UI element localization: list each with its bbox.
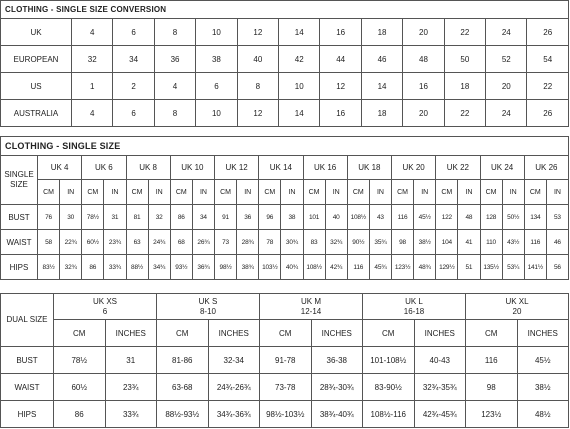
single-size-header: UK 24 bbox=[480, 156, 524, 180]
dual-size-corner: DUAL SIZE bbox=[1, 294, 54, 347]
unit-cm-label: CM bbox=[480, 180, 502, 205]
single-size-cell: 58 bbox=[38, 230, 60, 255]
dual-size-row-label: WAIST bbox=[1, 374, 54, 401]
unit-in-label: IN bbox=[502, 180, 524, 205]
unit-cm-label: CM bbox=[392, 180, 414, 205]
unit-cm-label: CM bbox=[524, 180, 546, 205]
conversion-cell: 6 bbox=[113, 19, 154, 46]
single-size-cell: 53¼ bbox=[502, 255, 524, 280]
dual-size-cell: 32¾-35¾ bbox=[414, 374, 466, 401]
single-size-cell: 30 bbox=[60, 205, 82, 230]
conversion-row bbox=[1, 100, 569, 127]
dual-size-row-label: BUST bbox=[1, 347, 54, 374]
single-size-cell: 128 bbox=[480, 205, 502, 230]
single-size-cell: 33¾ bbox=[104, 255, 126, 280]
dual-size-header bbox=[157, 294, 260, 320]
conversion-cell: 26 bbox=[527, 100, 569, 127]
conversion-cell: 42 bbox=[279, 46, 320, 73]
single-size-cell: 86 bbox=[170, 205, 192, 230]
single-size-cell: 96 bbox=[259, 205, 281, 230]
unit-cm-label: CM bbox=[82, 180, 104, 205]
single-size-cell: 26¾ bbox=[192, 230, 214, 255]
unit-in-label: IN bbox=[192, 180, 214, 205]
single-size-cell: 88½ bbox=[126, 255, 148, 280]
conversion-cell: 14 bbox=[361, 73, 402, 100]
dual-size-row bbox=[1, 401, 569, 428]
single-size-title: CLOTHING - SINGLE SIZE bbox=[1, 137, 569, 156]
conversion-cell: 18 bbox=[361, 100, 402, 127]
conversion-cell: 8 bbox=[237, 73, 278, 100]
unit-in-label: IN bbox=[148, 180, 170, 205]
single-size-cell: 90½ bbox=[347, 230, 369, 255]
single-size-cell: 91 bbox=[215, 205, 237, 230]
conversion-cell: 22 bbox=[444, 100, 485, 127]
conversion-cell: 20 bbox=[403, 19, 444, 46]
dual-size-range: 16-18 bbox=[403, 306, 425, 316]
dual-size-unit-row bbox=[1, 320, 569, 347]
dual-size-cell: 73-78 bbox=[260, 374, 312, 401]
dual-size-cell: 48½ bbox=[517, 401, 569, 428]
conversion-cell: 40 bbox=[237, 46, 278, 73]
single-size-cell: 38½ bbox=[414, 230, 436, 255]
single-size-row-label: WAIST bbox=[1, 230, 38, 255]
conversion-cell: 24 bbox=[486, 100, 527, 127]
single-size-cell: 48¾ bbox=[414, 255, 436, 280]
conversion-cell: 24 bbox=[486, 19, 527, 46]
dual-size-range: 8-10 bbox=[199, 306, 216, 316]
dual-size-cell: 60½ bbox=[54, 374, 106, 401]
single-size-cell: 45½ bbox=[414, 205, 436, 230]
unit-cm-label: CM bbox=[215, 180, 237, 205]
single-size-cell: 76 bbox=[38, 205, 60, 230]
unit-cm-label: CM bbox=[363, 320, 415, 347]
conversion-cell: 10 bbox=[196, 19, 237, 46]
unit-cm-label: CM bbox=[436, 180, 458, 205]
single-size-header: UK 16 bbox=[303, 156, 347, 180]
dual-size-cell: 33¾ bbox=[105, 401, 157, 428]
single-size-cell: 48 bbox=[458, 205, 480, 230]
conversion-cell: 16 bbox=[320, 19, 361, 46]
single-size-cell: 103½ bbox=[259, 255, 281, 280]
single-size-row bbox=[1, 205, 569, 230]
dual-size-cell: 101-108½ bbox=[363, 347, 415, 374]
dual-size-cell: 40-43 bbox=[414, 347, 466, 374]
dual-size-range: 6 bbox=[102, 306, 108, 316]
single-size-cell: 134 bbox=[524, 205, 546, 230]
single-size-cell: 122 bbox=[436, 205, 458, 230]
single-size-row bbox=[1, 230, 569, 255]
single-size-cell: 38 bbox=[281, 205, 303, 230]
single-size-header: UK 12 bbox=[215, 156, 259, 180]
single-size-cell: 32¾ bbox=[60, 255, 82, 280]
single-size-cell: 108½ bbox=[347, 205, 369, 230]
single-size-row bbox=[1, 255, 569, 280]
single-size-cell: 23¾ bbox=[104, 230, 126, 255]
conversion-cell: 2 bbox=[113, 73, 154, 100]
single-size-cell: 73 bbox=[215, 230, 237, 255]
unit-inches-label: INCHES bbox=[517, 320, 569, 347]
dual-size-cell: 88½-93½ bbox=[157, 401, 209, 428]
conversion-cell: 10 bbox=[279, 73, 320, 100]
dual-size-cell: 86 bbox=[54, 401, 106, 428]
conversion-cell: 22 bbox=[527, 73, 569, 100]
dual-size-row bbox=[1, 374, 569, 401]
conversion-cell: 6 bbox=[113, 100, 154, 127]
dual-size-cell: 36-38 bbox=[311, 347, 363, 374]
conversion-cell: 34 bbox=[113, 46, 154, 73]
single-size-header-row bbox=[1, 156, 569, 180]
conversion-row-label: AUSTRALIA bbox=[1, 100, 72, 127]
unit-in-label: IN bbox=[458, 180, 480, 205]
unit-cm-label: CM bbox=[126, 180, 148, 205]
conversion-cell: 18 bbox=[361, 19, 402, 46]
unit-inches-label: INCHES bbox=[414, 320, 466, 347]
single-size-header: UK 18 bbox=[347, 156, 391, 180]
single-size-header: UK 20 bbox=[392, 156, 436, 180]
single-size-table bbox=[0, 136, 569, 280]
unit-inches-label: INCHES bbox=[208, 320, 260, 347]
single-size-cell: 86 bbox=[82, 255, 104, 280]
single-size-header: UK 8 bbox=[126, 156, 170, 180]
dual-size-cell: 83-90½ bbox=[363, 374, 415, 401]
conversion-cell: 52 bbox=[486, 46, 527, 73]
single-size-cell: 63 bbox=[126, 230, 148, 255]
dual-size-cell: 32-34 bbox=[208, 347, 260, 374]
conversion-row bbox=[1, 73, 569, 100]
single-size-cell: 28¾ bbox=[237, 230, 259, 255]
single-size-cell: 141½ bbox=[524, 255, 546, 280]
conversion-cell: 12 bbox=[237, 100, 278, 127]
conversion-rows bbox=[1, 19, 569, 127]
single-size-cell: 45¾ bbox=[369, 255, 391, 280]
dual-size-name: UK XL bbox=[505, 296, 529, 306]
conversion-cell: 8 bbox=[154, 100, 195, 127]
size-conversion-table bbox=[0, 0, 569, 127]
conversion-cell: 46 bbox=[361, 46, 402, 73]
single-size-cell: 81 bbox=[126, 205, 148, 230]
conversion-cell: 10 bbox=[196, 100, 237, 127]
conversion-cell: 38 bbox=[196, 46, 237, 73]
single-size-rows bbox=[1, 205, 569, 280]
conversion-row-label: EUROPEAN bbox=[1, 46, 72, 73]
unit-inches-label: INCHES bbox=[311, 320, 363, 347]
conversion-cell: 22 bbox=[444, 19, 485, 46]
single-size-cell: 43½ bbox=[502, 230, 524, 255]
conversion-cell: 16 bbox=[403, 73, 444, 100]
unit-cm-label: CM bbox=[466, 320, 518, 347]
single-size-cell: 38¾ bbox=[237, 255, 259, 280]
unit-in-label: IN bbox=[60, 180, 82, 205]
single-size-cell: 31 bbox=[104, 205, 126, 230]
dual-size-cell: 31 bbox=[105, 347, 157, 374]
single-size-cell: 135½ bbox=[480, 255, 502, 280]
single-size-row-label: BUST bbox=[1, 205, 38, 230]
single-size-cell: 93½ bbox=[170, 255, 192, 280]
single-size-header: UK 6 bbox=[82, 156, 126, 180]
conversion-row bbox=[1, 46, 569, 73]
unit-in-label: IN bbox=[281, 180, 303, 205]
unit-cm-label: CM bbox=[259, 180, 281, 205]
single-size-header: UK 14 bbox=[259, 156, 303, 180]
dual-size-range: 12-14 bbox=[300, 306, 322, 316]
single-size-cell: 40¾ bbox=[281, 255, 303, 280]
unit-cm-label: CM bbox=[347, 180, 369, 205]
dual-size-cell: 108½-116 bbox=[363, 401, 415, 428]
conversion-cell: 18 bbox=[444, 73, 485, 100]
single-size-header: UK 4 bbox=[38, 156, 82, 180]
single-size-cell: 123½ bbox=[392, 255, 414, 280]
single-size-cell: 40 bbox=[325, 205, 347, 230]
single-size-cell: 98 bbox=[392, 230, 414, 255]
conversion-cell: 26 bbox=[527, 19, 569, 46]
conversion-cell: 50 bbox=[444, 46, 485, 73]
single-size-cell: 50½ bbox=[502, 205, 524, 230]
single-size-unit-row bbox=[1, 180, 569, 205]
unit-in-label: IN bbox=[369, 180, 391, 205]
single-size-cell: 36¾ bbox=[192, 255, 214, 280]
unit-cm-label: CM bbox=[38, 180, 60, 205]
single-size-cell: 78 bbox=[259, 230, 281, 255]
dual-size-cell: 38½ bbox=[517, 374, 569, 401]
conversion-cell: 16 bbox=[320, 100, 361, 127]
single-size-cell: 68 bbox=[170, 230, 192, 255]
unit-in-label: IN bbox=[325, 180, 347, 205]
conversion-row-label: UK bbox=[1, 19, 72, 46]
dual-size-cell: 45½ bbox=[517, 347, 569, 374]
single-size-cell: 34 bbox=[192, 205, 214, 230]
dual-size-cell: 24¾-26¾ bbox=[208, 374, 260, 401]
dual-size-table bbox=[0, 293, 569, 428]
conversion-cell: 6 bbox=[196, 73, 237, 100]
single-size-cell: 83 bbox=[303, 230, 325, 255]
single-size-row-label: HIPS bbox=[1, 255, 38, 280]
dual-size-header bbox=[363, 294, 466, 320]
single-size-cell: 104 bbox=[436, 230, 458, 255]
unit-cm-label: CM bbox=[157, 320, 209, 347]
unit-in-label: IN bbox=[237, 180, 259, 205]
single-size-cell: 22¾ bbox=[60, 230, 82, 255]
unit-cm-label: CM bbox=[303, 180, 325, 205]
single-size-cell: 30¾ bbox=[281, 230, 303, 255]
dual-size-cell: 42¾-45¾ bbox=[414, 401, 466, 428]
single-size-cell: 98½ bbox=[215, 255, 237, 280]
dual-size-name: UK S bbox=[198, 296, 218, 306]
dual-size-name: UK XS bbox=[92, 296, 117, 306]
dual-size-range: 20 bbox=[512, 306, 522, 316]
single-size-header: UK 22 bbox=[436, 156, 480, 180]
single-size-cell: 51 bbox=[458, 255, 480, 280]
single-size-cell: 116 bbox=[347, 255, 369, 280]
dual-size-cell: 81-86 bbox=[157, 347, 209, 374]
conversion-cell: 36 bbox=[154, 46, 195, 73]
unit-cm-label: CM bbox=[54, 320, 106, 347]
single-size-cell: 78½ bbox=[82, 205, 104, 230]
dual-size-cell: 98½-103½ bbox=[260, 401, 312, 428]
conversion-row-label: US bbox=[1, 73, 72, 100]
conversion-row bbox=[1, 19, 569, 46]
unit-cm-label: CM bbox=[260, 320, 312, 347]
conversion-cell: 4 bbox=[154, 73, 195, 100]
conversion-cell: 12 bbox=[237, 19, 278, 46]
dual-size-cell: 63-68 bbox=[157, 374, 209, 401]
single-size-cell: 108½ bbox=[303, 255, 325, 280]
dual-size-cell: 23¾ bbox=[105, 374, 157, 401]
single-size-cell: 46 bbox=[546, 230, 568, 255]
single-size-cell: 34¾ bbox=[148, 255, 170, 280]
single-size-cell: 116 bbox=[392, 205, 414, 230]
single-size-cell: 32¾ bbox=[325, 230, 347, 255]
dual-size-row-label: HIPS bbox=[1, 401, 54, 428]
dual-size-header bbox=[54, 294, 157, 320]
single-size-cell: 42¾ bbox=[325, 255, 347, 280]
single-size-cell: 83½ bbox=[38, 255, 60, 280]
conversion-title: CLOTHING - SINGLE SIZE CONVERSION bbox=[1, 1, 569, 19]
dual-size-cell: 116 bbox=[466, 347, 518, 374]
single-size-cell: 116 bbox=[524, 230, 546, 255]
dual-size-cell: 91-78 bbox=[260, 347, 312, 374]
conversion-cell: 1 bbox=[72, 73, 113, 100]
dual-size-row bbox=[1, 347, 569, 374]
dual-size-name: UK M bbox=[301, 296, 321, 306]
conversion-cell: 14 bbox=[279, 100, 320, 127]
dual-size-header bbox=[466, 294, 569, 320]
conversion-cell: 14 bbox=[279, 19, 320, 46]
conversion-cell: 4 bbox=[72, 19, 113, 46]
conversion-cell: 4 bbox=[72, 100, 113, 127]
dual-size-rows bbox=[1, 347, 569, 428]
single-size-corner: SINGLE SIZE bbox=[1, 156, 38, 205]
dual-size-cell: 78½ bbox=[54, 347, 106, 374]
single-size-cell: 36 bbox=[237, 205, 259, 230]
conversion-cell: 8 bbox=[154, 19, 195, 46]
single-size-cell: 129½ bbox=[436, 255, 458, 280]
dual-size-cell: 123½ bbox=[466, 401, 518, 428]
single-size-cell: 101 bbox=[303, 205, 325, 230]
conversion-cell: 12 bbox=[320, 73, 361, 100]
single-size-cell: 35¾ bbox=[369, 230, 391, 255]
single-size-header: UK 26 bbox=[524, 156, 568, 180]
single-size-header: UK 10 bbox=[170, 156, 214, 180]
conversion-cell: 54 bbox=[527, 46, 569, 73]
single-size-cell: 43 bbox=[369, 205, 391, 230]
single-size-cell: 110 bbox=[480, 230, 502, 255]
single-size-cell: 41 bbox=[458, 230, 480, 255]
dual-size-name: UK L bbox=[405, 296, 423, 306]
conversion-cell: 48 bbox=[403, 46, 444, 73]
unit-in-label: IN bbox=[414, 180, 436, 205]
single-size-cell: 24¾ bbox=[148, 230, 170, 255]
dual-size-header bbox=[260, 294, 363, 320]
conversion-cell: 20 bbox=[486, 73, 527, 100]
unit-cm-label: CM bbox=[170, 180, 192, 205]
single-size-cell: 32 bbox=[148, 205, 170, 230]
single-size-cell: 53 bbox=[546, 205, 568, 230]
single-size-cell: 60½ bbox=[82, 230, 104, 255]
unit-in-label: IN bbox=[104, 180, 126, 205]
dual-size-cell: 98 bbox=[466, 374, 518, 401]
dual-size-cell: 34¾-36¾ bbox=[208, 401, 260, 428]
conversion-cell: 20 bbox=[403, 100, 444, 127]
single-size-cell: 56 bbox=[546, 255, 568, 280]
unit-in-label: IN bbox=[546, 180, 568, 205]
dual-size-header-row bbox=[1, 294, 569, 320]
unit-inches-label: INCHES bbox=[105, 320, 157, 347]
conversion-cell: 32 bbox=[72, 46, 113, 73]
dual-size-cell: 38¾-40¾ bbox=[311, 401, 363, 428]
dual-size-cell: 28¾-30¾ bbox=[311, 374, 363, 401]
conversion-cell: 44 bbox=[320, 46, 361, 73]
